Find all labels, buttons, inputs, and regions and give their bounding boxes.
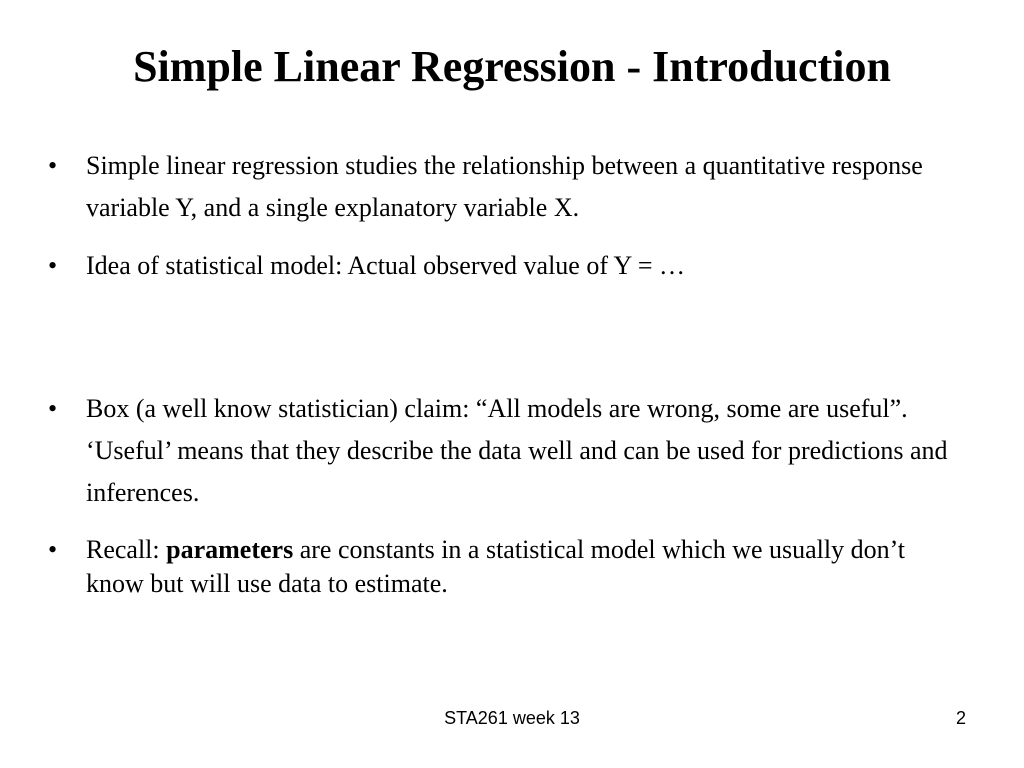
bullet-text-prefix: Recall: bbox=[86, 535, 167, 564]
bullet-text bbox=[86, 533, 968, 601]
slide-title: Simple Linear Regression - Introduction bbox=[133, 42, 891, 91]
bullet-marker: • bbox=[48, 535, 58, 564]
bullet-item bbox=[48, 533, 968, 601]
footer-course-label: STA261 week 13 bbox=[444, 708, 580, 728]
bullet-marker: • bbox=[48, 151, 58, 180]
bullet-item bbox=[48, 145, 968, 229]
bold-term-parameters: parameters bbox=[166, 535, 294, 564]
bullet-text: Idea of statistical model: Actual observed value of Y = … bbox=[86, 251, 686, 280]
bullet-item bbox=[48, 245, 968, 287]
bullet-text-suffix: are constants in a statistical model which we usually don’t know but will use data to estimate. bbox=[86, 535, 906, 598]
bullet-marker: • bbox=[48, 394, 58, 423]
bullet-text: Simple linear regression studies the relationship between a quantitative response variable Y, and a single explanatory variable X. bbox=[86, 151, 923, 222]
bullet-item bbox=[48, 388, 968, 514]
bullet-text: Box (a well know statistician) claim: “All models are wrong, some are useful”. ‘Useful’ means that they describe the data well and can be used for predictions and inferences. bbox=[86, 394, 948, 507]
footer-page-number: 2 bbox=[955, 708, 966, 728]
bullet-marker: • bbox=[48, 251, 58, 280]
